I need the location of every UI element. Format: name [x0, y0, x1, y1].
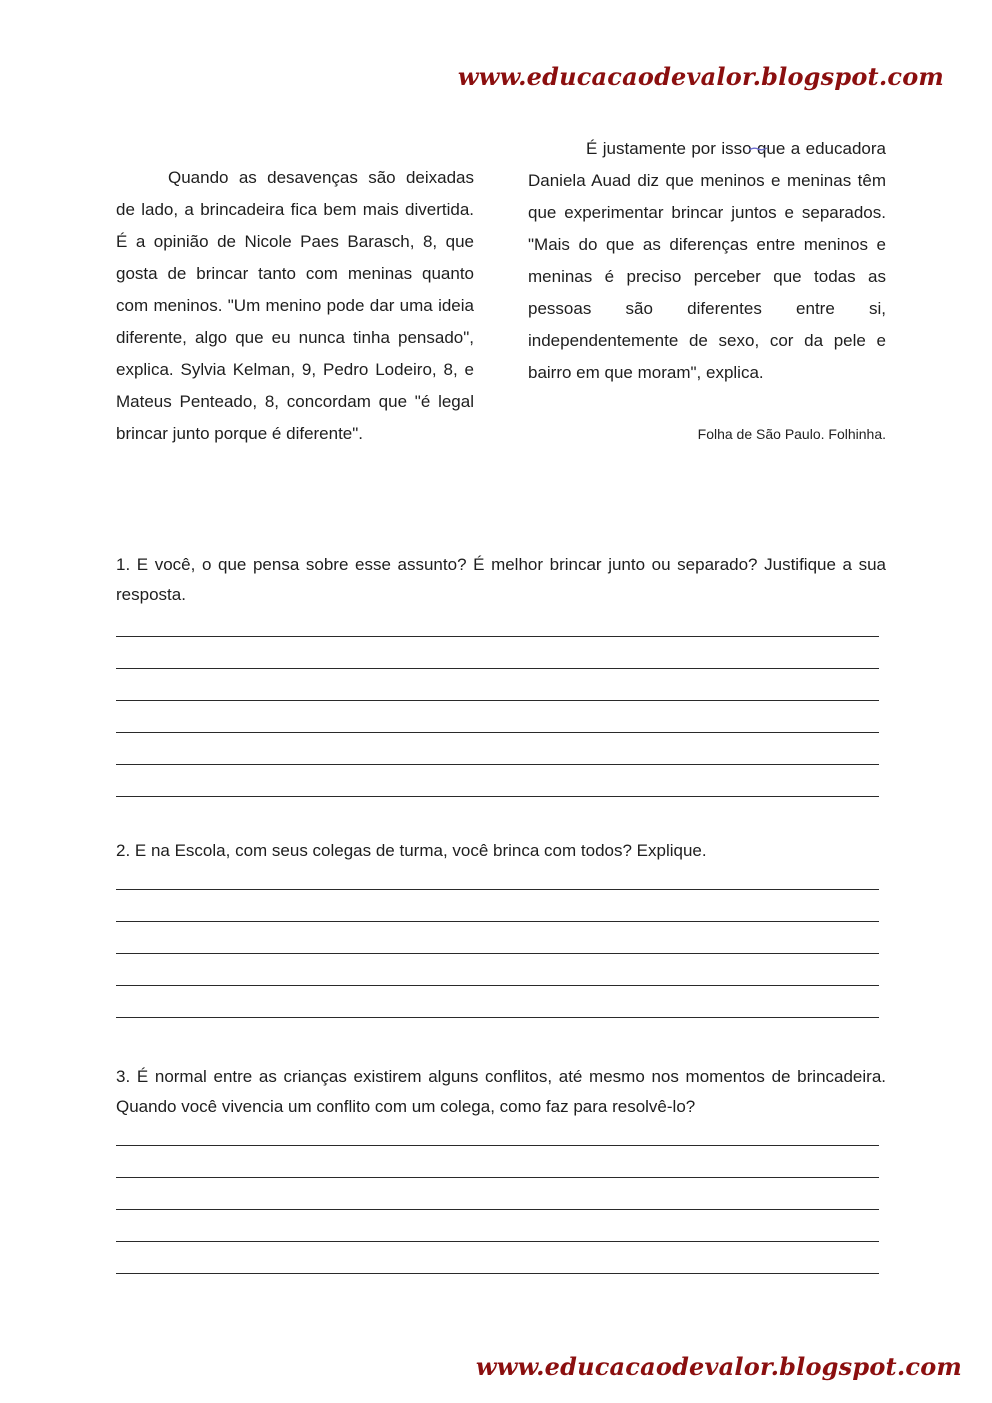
- answer-line[interactable]: [116, 889, 879, 890]
- article-source: Folha de São Paulo. Folhinha.: [697, 426, 886, 442]
- article-left-column: [116, 162, 474, 450]
- answer-line[interactable]: [116, 1273, 879, 1274]
- answer-line[interactable]: [116, 1017, 879, 1018]
- answer-line[interactable]: [116, 1209, 879, 1210]
- question-3: 3. É normal entre as crianças existirem alguns conflitos, até mesmo nos momentos de brincadeira. Quando você vivencia um conflito com um colega, como faz para resolvê-lo?: [116, 1067, 886, 1116]
- answer-line[interactable]: [116, 700, 879, 701]
- question-2: 2. E na Escola, com seus colegas de turma, você brinca com todos? Explique.: [116, 841, 707, 860]
- answer-line[interactable]: [116, 732, 879, 733]
- answer-line[interactable]: [116, 985, 879, 986]
- answer-line[interactable]: [116, 796, 879, 797]
- answer-line[interactable]: [116, 921, 879, 922]
- article-right-paragraph: É justamente por isso que a educadora Daniela Auad diz que meninos e meninas têm que experimentar brincar juntos e separados. "Mais do que as diferenças entre meninos e meninas é preciso perceber que todas as pessoas são diferentes entre si, independentemente de sexo, cor da pele e bairro em que moram", explica.: [528, 139, 886, 382]
- article-right-column: [528, 133, 886, 389]
- answer-lines-1[interactable]: [116, 636, 879, 828]
- answer-lines-2[interactable]: [116, 889, 879, 1049]
- article-left-paragraph: Quando as desavenças são deixadas de lado, a brincadeira fica bem mais divertida. É a opinião de Nicole Paes Barasch, 8, que gosta de brincar tanto com meninas quanto com meninos. "Um menino pode dar uma ideia diferente, algo que eu nunca tinha pensado", explica. Sylvia Kelman, 9, Pedro Lodeiro, 8, e Mateus Penteado, 8, concordam que "é legal brincar junto porque é diferente".: [116, 168, 474, 443]
- answer-line[interactable]: [116, 1241, 879, 1242]
- question-1: 1. E você, o que pensa sobre esse assunto? É melhor brincar junto ou separado? Justifique a sua resposta.: [116, 555, 886, 604]
- watermark-top: www.educacaodevalor.blogspot.com: [457, 62, 944, 91]
- answer-line[interactable]: [116, 636, 879, 637]
- answer-line[interactable]: [116, 764, 879, 765]
- pen-mark: [748, 146, 768, 152]
- answer-line[interactable]: [116, 668, 879, 669]
- watermark-bottom: www.educacaodevalor.blogspot.com: [475, 1352, 962, 1381]
- answer-line[interactable]: [116, 1145, 879, 1146]
- answer-line[interactable]: [116, 953, 879, 954]
- answer-lines-3[interactable]: [116, 1145, 879, 1305]
- answer-line[interactable]: [116, 1177, 879, 1178]
